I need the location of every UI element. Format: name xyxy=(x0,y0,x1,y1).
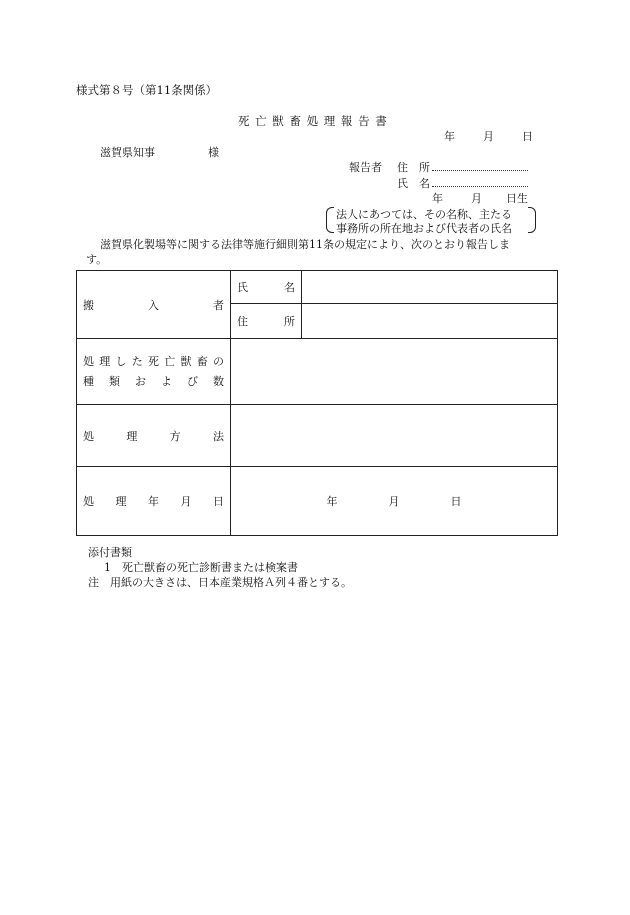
intro-text-line2: す。 xyxy=(86,253,108,266)
animal-char: 処 xyxy=(83,354,94,368)
animal-char: 類 xyxy=(109,374,120,388)
carrier-name-field[interactable] xyxy=(302,271,558,304)
carrier-name-label-cell xyxy=(231,271,302,304)
reporter-label: 報告者 xyxy=(349,161,382,174)
birth-month: 月 xyxy=(471,192,482,205)
animal-type-count-field[interactable] xyxy=(231,339,558,405)
method-char: 方 xyxy=(169,429,181,443)
carrier-address-char-2: 所 xyxy=(284,315,295,328)
animal-char: 理 xyxy=(99,354,111,368)
name-label-1: 氏 xyxy=(397,177,408,190)
disposal-date-field[interactable] xyxy=(231,467,558,536)
date-label-char: 年 xyxy=(148,495,159,508)
animal-char: 亡 xyxy=(164,354,176,368)
corporate-note xyxy=(326,205,536,233)
animal-label-cell xyxy=(77,339,231,405)
attachment-item: 1 死亡獣畜の死亡診断書または検案書 xyxy=(104,561,298,574)
intro-text-line1: 滋賀県化製場等に関する法律等施行細則第11条の規定により、次のとおり報告しま xyxy=(100,238,510,251)
animal-char: 獣 xyxy=(180,354,192,368)
animal-char: 死 xyxy=(148,354,159,368)
animal-char: お xyxy=(135,374,146,388)
carrier-label-cell xyxy=(77,271,231,339)
date-month: 月 xyxy=(483,130,494,143)
carrier-address-field[interactable] xyxy=(302,304,558,339)
form-number: 様式第８号（第11条関係） xyxy=(76,83,218,97)
carrier-name-char-2: 名 xyxy=(284,281,295,294)
date-label-char: 月 xyxy=(180,495,192,508)
name-blank-line xyxy=(432,177,528,187)
left-bracket xyxy=(326,207,334,233)
animal-label-line1 xyxy=(83,352,224,372)
method-char: 法 xyxy=(212,429,224,443)
disposal-day-label: 日 xyxy=(450,495,462,508)
address-blank-line xyxy=(432,161,528,171)
right-bracket xyxy=(528,207,536,233)
animal-char: 種 xyxy=(83,374,94,388)
date-label-char: 日 xyxy=(213,495,224,508)
animal-char: た xyxy=(131,354,143,368)
date-day: 日 xyxy=(522,130,533,143)
attachments-heading: 添付書類 xyxy=(88,546,132,559)
date-label-char: 処 xyxy=(83,495,94,508)
animal-char: の xyxy=(213,354,224,368)
disposal-year-label: 年 xyxy=(326,495,338,508)
report-table xyxy=(76,270,558,536)
address-label-1: 住 xyxy=(397,161,408,174)
disposal-method-field[interactable] xyxy=(231,405,558,467)
carrier-char-3: 者 xyxy=(213,298,224,312)
birth-day: 日生 xyxy=(506,192,528,205)
addressee: 滋賀県知事 xyxy=(100,146,155,159)
paper-size-note: 注 用紙の大きさは、日本産業規格Ａ列４番とする。 xyxy=(88,576,352,589)
carrier-char-2: 入 xyxy=(148,298,159,312)
address-label-2: 所 xyxy=(419,161,430,174)
carrier-address-char-1: 住 xyxy=(237,315,248,328)
submission-date xyxy=(444,128,533,144)
carrier-name-char-1: 氏 xyxy=(237,281,248,294)
corporate-note-line2: 事務所の所在地および代表者の氏名 xyxy=(336,222,512,235)
animal-char: 数 xyxy=(213,374,224,388)
animal-char: び xyxy=(187,374,198,388)
date-label-cell xyxy=(77,467,231,536)
corporate-note-line1: 法人にあつては、その名称、主たる xyxy=(336,208,512,221)
carrier-char-1: 搬 xyxy=(83,298,94,312)
animal-char: よ xyxy=(161,374,172,388)
disposal-month-label: 月 xyxy=(388,495,400,508)
date-label-char: 理 xyxy=(115,495,127,508)
method-char: 処 xyxy=(83,429,94,443)
animal-char: 畜 xyxy=(196,354,208,368)
name-label-2: 名 xyxy=(419,177,430,190)
reporter-name xyxy=(397,175,528,191)
reporter-address xyxy=(397,159,528,175)
date-year: 年 xyxy=(444,130,455,143)
document-title: 死 亡 獣 畜 処 理 報 告 書 xyxy=(238,114,388,128)
birth-date xyxy=(432,190,528,206)
animal-char: し xyxy=(115,354,127,368)
animal-label-line2 xyxy=(83,372,224,392)
birth-year: 年 xyxy=(432,192,443,205)
method-label-cell xyxy=(77,405,231,467)
honorific: 様 xyxy=(208,146,219,159)
carrier-address-label-cell xyxy=(231,304,302,339)
method-char: 理 xyxy=(126,429,138,443)
